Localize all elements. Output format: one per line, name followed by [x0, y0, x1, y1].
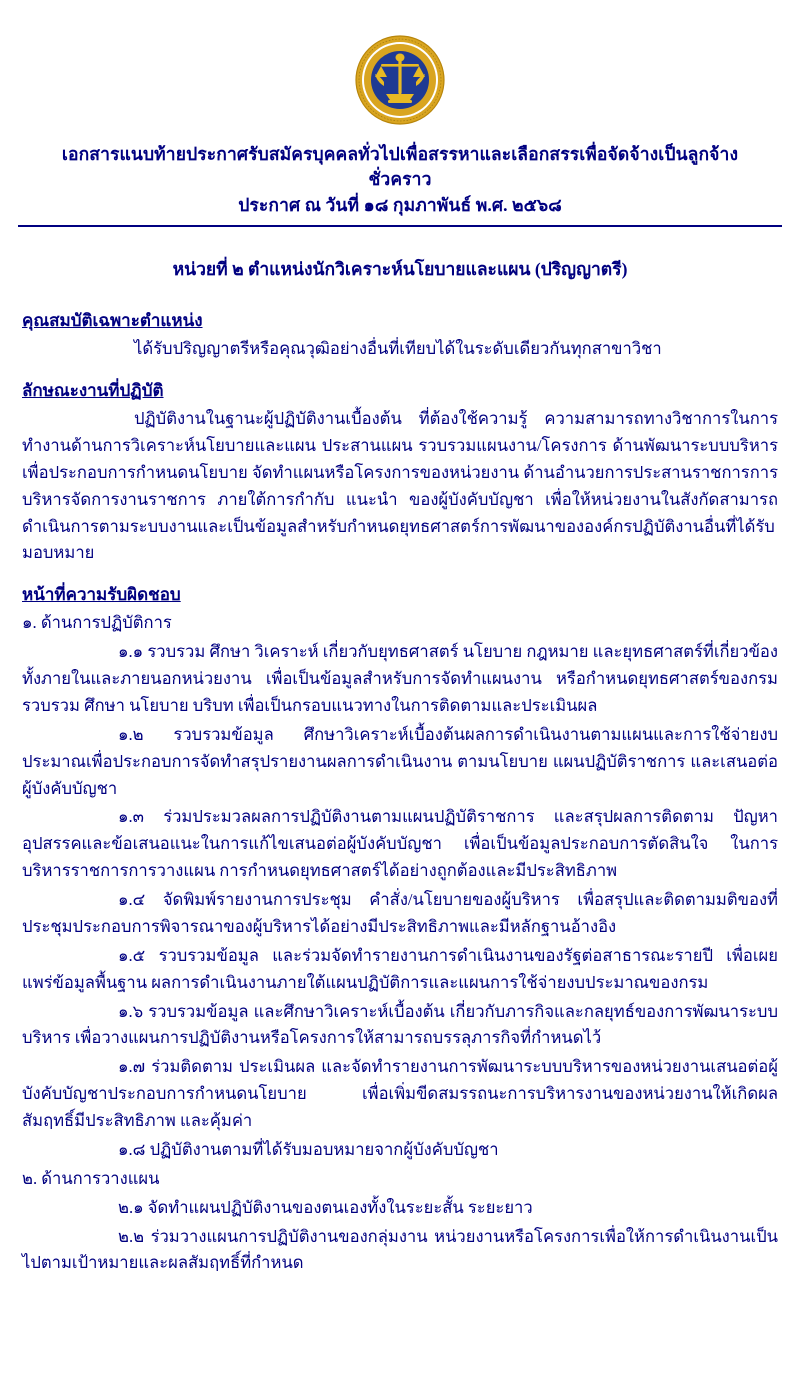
responsibility-item: ๑.๔ จัดพิมพ์รายงานการประชุม คำสั่ง/นโยบายของผู้บริหาร เพื่อสรุปและติดตามมติของที่ประชุมประกอบการพิจารณาของผู้บริหารได้อย่างมีประสิทธิภาพและมีหลักฐานอ้างอิง [22, 890, 778, 936]
emblem-container [0, 0, 800, 142]
qualifications-paragraph: ได้รับปริญญาตรีหรือคุณวุฒิอย่างอื่นที่เทียบได้ในระดับเดียวกันทุกสาขาวิชา [134, 339, 662, 359]
thai-government-garuda-emblem [348, 26, 452, 138]
header-line-2: ประกาศ ณ วันที่ ๑๘ กุมภาพันธ์ พ.ศ. ๒๕๖๘ [238, 194, 562, 215]
responsibility-item: ๒.๑ จัดทำแผนปฏิบัติงานของตนเองทั้งในระยะสั้น ระยะยาว [118, 1197, 533, 1217]
header-divider [18, 225, 782, 227]
section-heading-responsibilities: หน้าที่ความรับผิดชอบ [22, 585, 181, 605]
responsibility-item: ๒.๒ ร่วมวางแผนการปฏิบัติงานของกลุ่มงาน หน่วยงานหรือโครงการเพื่อให้การดำเนินงานเป็นไปตามเป้าหมายและผลสัมฤทธิ์ที่กำหนด [22, 1226, 778, 1273]
section-heading-job-nature: ลักษณะงานที่ปฏิบัติ [22, 381, 164, 400]
responsibility-item: ๑.๕ รวบรวมข้อมูล และร่วมจัดทำรายงานการดำเนินงานของรัฐต่อสาธารณะรายปี เพื่อเผยแพร่ข้อมูลพื้นฐาน ผลการดำเนินงานภายใต้แผนปฏิบัติการและแผนการใช้จ่ายงบประมาณของกรม [22, 945, 778, 992]
document-header [0, 142, 800, 218]
document-body [0, 255, 800, 1309]
header-line-1: เอกสารแนบท้ายประกาศรับสมัครบุคคลทั่วไปเพื่อสรรหาและเลือกสรรเพื่อจัดจ้างเป็นลูกจ้างชั่วคราว [61, 144, 739, 190]
responsibility-item: ๑.๘ ปฏิบัติงานตามที่ได้รับมอบหมายจากผู้บังคับบัญชา [118, 1139, 499, 1159]
section-heading-qualifications: คุณสมบัติเฉพาะตำแหน่ง [22, 311, 203, 331]
responsibility-group-title-1: ๑. ด้านการปฏิบัติการ [22, 613, 172, 633]
page-title: หน่วยที่ ๒ ตำแหน่งนักวิเคราะห์นโยบายและแผน (ปริญญาตรี) [172, 259, 628, 280]
responsibility-item: ๑.๗ ร่วมติดตาม ประเมินผล และจัดทำรายงานการพัฒนาระบบบริหารของหน่วยงานเสนอต่อผู้บังคับบัญชาประกอบการกำหนดนโยบาย เพื่อเพิ่มขีดสมรรถนะการบริหารงานของหน่วยงานให้เกิดผลสัมฤทธิ์มีประสิทธิภาพ และคุ้มค่า [22, 1057, 778, 1130]
job-nature-paragraph: ปฏิบัติงานในฐานะผู้ปฏิบัติงานเบื้องต้น ที่ต้องใช้ความรู้ ความสามารถทางวิชาการในการทำงานด้านการวิเคราะห์นโยบายและแผน ประสานแผน รวบรวมแผนงาน/โครงการ ด้านพัฒนาระบบบริหาร เพื่อประกอบการกำหนดนโยบาย จัดทำแผนหรือโครงการของหน่วยงาน ด้านอำนวยการประสานราชการการบริหารจัดการงานราชการ ภายใต้การกำกับ แนะนำ ของผู้บังคับบัญชา เพื่อให้หน่วยงานในสังกัดสามารถดำเนินการตามระบบงานและเป็นข้อมูลสำหรับกำหนดยุทธศาสตร์การพัฒนาขององค์กรปฏิบัติงานอื่นที่ได้รับมอบหมาย [22, 409, 778, 563]
responsibility-item: ๑.๒ รวบรวมข้อมูล ศึกษาวิเคราะห์เบื้องต้นผลการดำเนินงานตามแผนและการใช้จ่ายงบประมาณเพื่อประกอบการจัดทำสรุปรายงานผลการดำเนินงาน ตามนโยบาย แผนปฏิบัติราชการ และเสนอต่อผู้บังคับบัญชา [22, 724, 778, 798]
responsibility-item: ๑.๑ รวบรวม ศึกษา วิเคราะห์ เกี่ยวกับยุทธศาสตร์ นโยบาย กฎหมาย และยุทธศาสตร์ที่เกี่ยวข้องทั้งภายในและภายนอกหน่วยงาน เพื่อเป็นข้อมูลสำหรับการจัดทำแผนงาน หรือกำหนดยุทธศาสตร์ของกรมรวบรวม ศึกษา นโยบาย บริบท เพื่อเป็นกรอบแนวทางในการติดตามและประเมินผล [22, 642, 778, 715]
responsibility-item: ๑.๖ รวบรวมข้อมูล และศึกษาวิเคราะห์เบื้องต้น เกี่ยวกับภารกิจและกลยุทธ์ของการพัฒนาระบบบริหาร เพื่อวางแผนการปฏิบัติงานหรือโครงการให้สามารถบรรลุภารกิจที่กำหนดไว้ [22, 1001, 778, 1048]
responsibility-group-title-2: ๒. ด้านการวางแผน [22, 1168, 160, 1188]
responsibility-item: ๑.๓ ร่วมประมวลผลการปฏิบัติงานตามแผนปฏิบัติราชการ และสรุปผลการติดตาม ปัญหาอุปสรรคและข้อเสนอแนะในการแก้ไขเสนอต่อผู้บังคับบัญชา เพื่อเป็นข้อมูลประกอบการตัดสินใจ ในการบริหารราชการการวางแผน การกำหนดยุทธศาสตร์ได้อย่างถูกต้องและมีประสิทธิภาพ [22, 807, 778, 881]
